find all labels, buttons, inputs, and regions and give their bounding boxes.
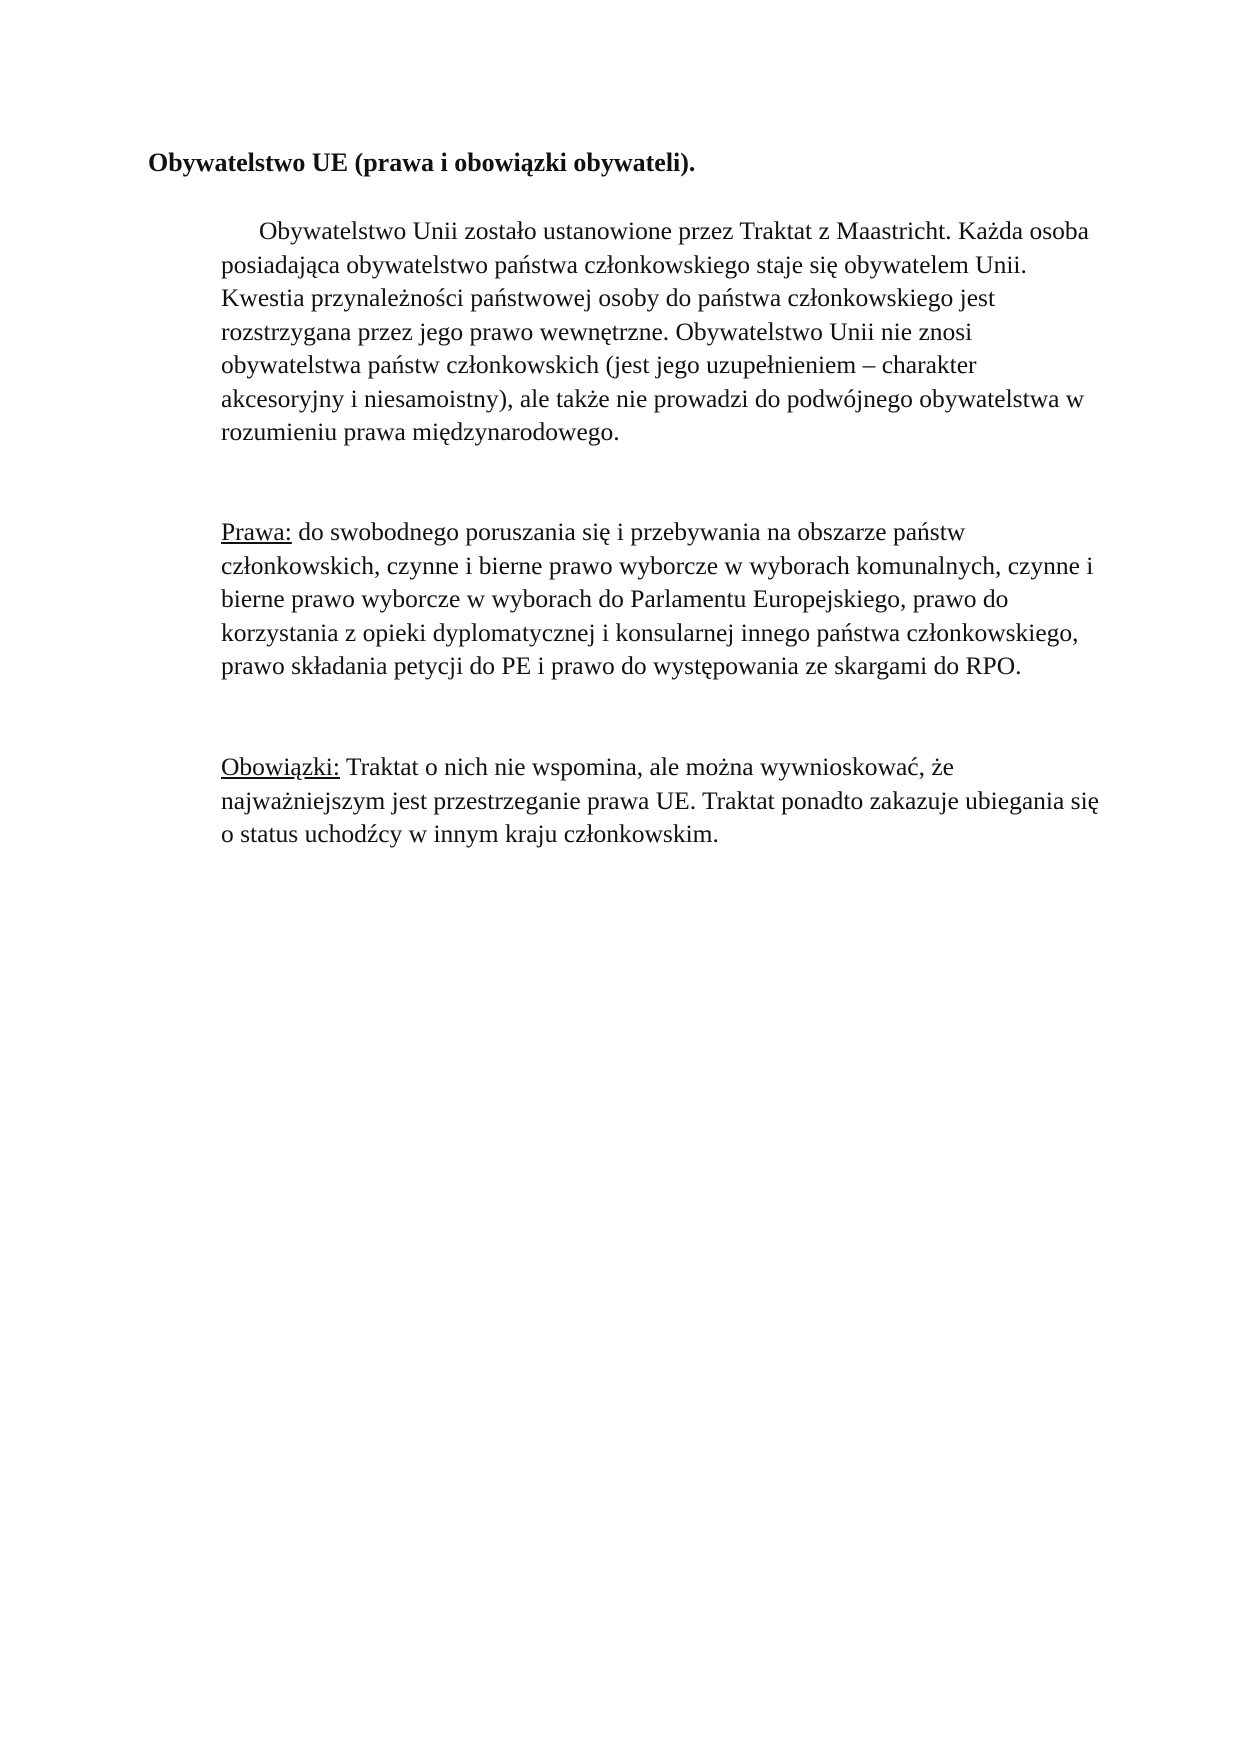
rights-label: Prawa:: [221, 517, 292, 546]
rights-paragraph: [221, 515, 1101, 683]
rights-text: do swobodnego poruszania się i przebywania na obszarze państw członkowskich, czynne i bierne prawo wyborcze w wyborach komunalnych, czynne i bierne prawo wyborcze w wyborach do Parlamentu Europejskiego, prawo do korzystania z opieki dyplomatycznej i konsularnej innego państwa członkowskiego, prawo składania petycji do PE i prawo do występowania ze skargami do RPO.: [221, 517, 1094, 680]
duties-label: Obowiązki:: [221, 752, 340, 781]
intro-paragraph: Obywatelstwo Unii zostało ustanowione przez Traktat z Maastricht. Każda osoba posiadająca obywatelstwo państwa członkowskiego staje się obywatelem Unii. Kwestia przynależności państwowej osoby do państwa członkowskiego jest rozstrzygana przez jego prawo wewnętrzne. Obywatelstwo Unii nie znosi obywatelstwa państw członkowskich (jest jego uzupełnieniem – charakter akcesoryjny i niesamoistny), ale także nie prowadzi do podwójnego obywatelstwa w rozumieniu prawa międzynarodowego.: [221, 216, 1089, 446]
document-title: Obywatelstwo UE (prawa i obowiązki obywateli).: [148, 148, 696, 177]
duties-text: Traktat o nich nie wspomina, ale można wywnioskować, że najważniejszym jest przestrzeganie prawa UE. Traktat ponadto zakazuje ubiegania się o status uchodźcy w innym kraju członkowskim.: [221, 752, 1099, 848]
duties-paragraph: [221, 750, 1101, 851]
